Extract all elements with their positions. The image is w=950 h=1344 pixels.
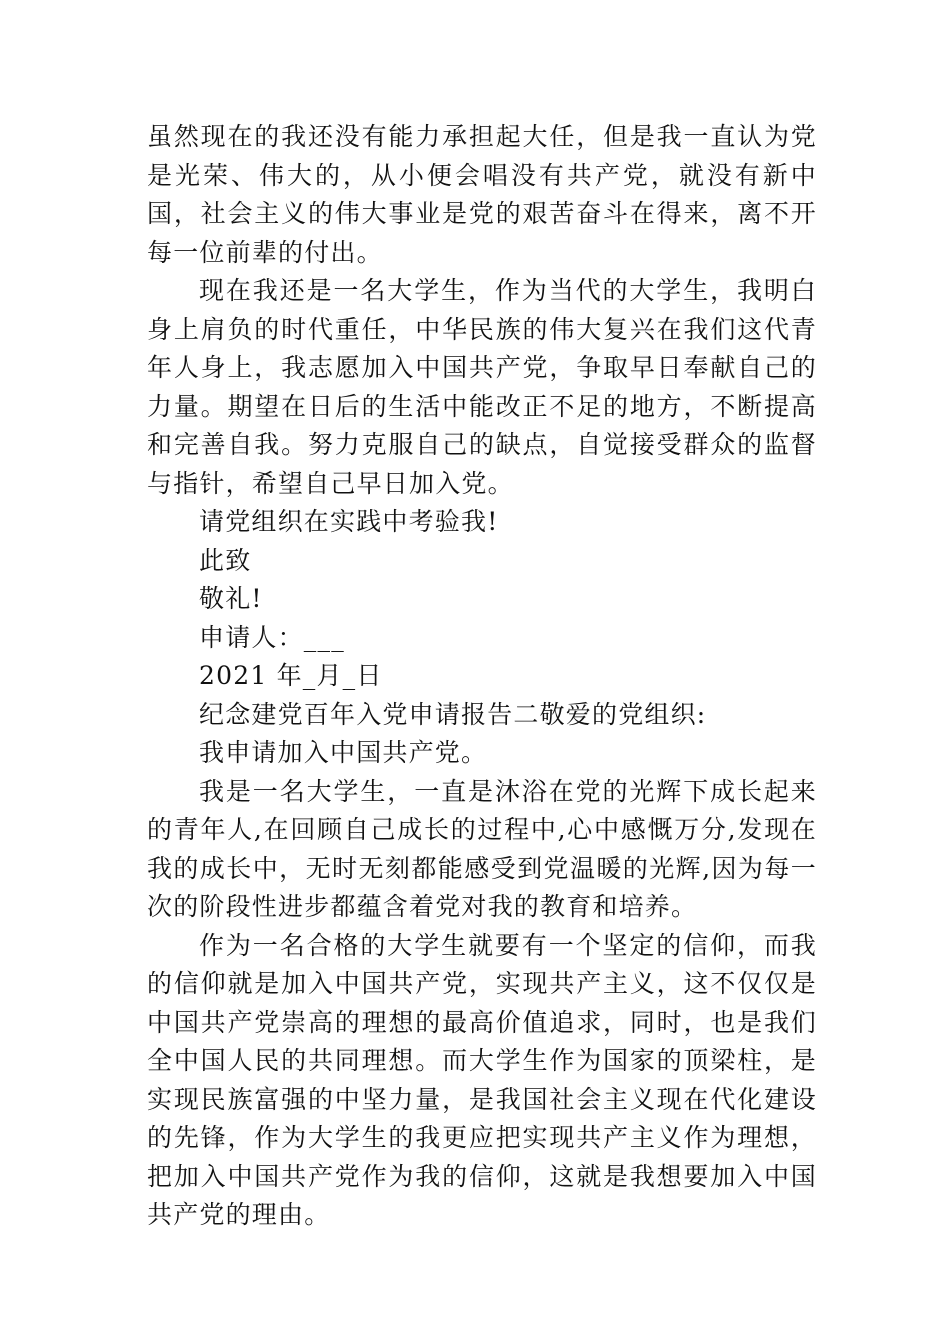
salutation-closing: 此致 — [199, 545, 252, 575]
section-heading: 纪念建党百年入党申请报告二敬爱的党组织: — [199, 699, 707, 729]
paragraph: 现在我还是一名大学生，作为当代的大学生，我明白身上肩负的时代重任，中华民族的伟大复兴在我们这代青年人身上，我志愿加入中国共产党，争取早日奉献自己的力量。期望在日后的生活中能改正不足的地方，不断提高和完善自我。努力克服自己的缺点，自觉接受群众的监督与指针，希望自己早日加入党。 — [147, 276, 817, 498]
document-body — [147, 118, 817, 1235]
paragraph: 虽然现在的我还没有能力承担起大任，但是我一直认为党是光荣、伟大的，从小便会唱没有共产党，就没有新中国，社会主义的伟大事业是党的艰苦奋斗在得来，离不开每一位前辈的付出。 — [147, 122, 817, 267]
applicant-signature-line: 申请人：___ — [199, 622, 345, 652]
paragraph: 请党组织在实践中考验我! — [199, 507, 499, 536]
paragraph: 我是一名大学生，一直是沐浴在党的光辉下成长起来的青年人,在回顾自己成长的过程中,心中感慨万分,发现在我的成长中，无时无刻都能感受到党温暖的光辉,因为每一次的阶段性进步都蕴含着党对我的教育和培养。 — [147, 776, 817, 921]
paragraph: 作为一名合格的大学生就要有一个坚定的信仰，而我的信仰就是加入中国共产党，实现共产主义，这不仅仅是中国共产党崇高的理想的最高价值追求，同时，也是我们全中国人民的共同理想。而大学生作为国家的顶梁柱，是实现民族富强的中坚力量，是我国社会主义现在代化建设的先锋，作为大学生的我更应把实现共产主义作为理想，把加入中国共产党作为我的信仰，这就是我想要加入中国共产党的理由。 — [147, 930, 817, 1229]
date-line: 2021 年_月_日 — [199, 661, 383, 690]
paragraph: 我申请加入中国共产党。 — [199, 738, 488, 767]
salutation-regards: 敬礼! — [199, 584, 263, 613]
